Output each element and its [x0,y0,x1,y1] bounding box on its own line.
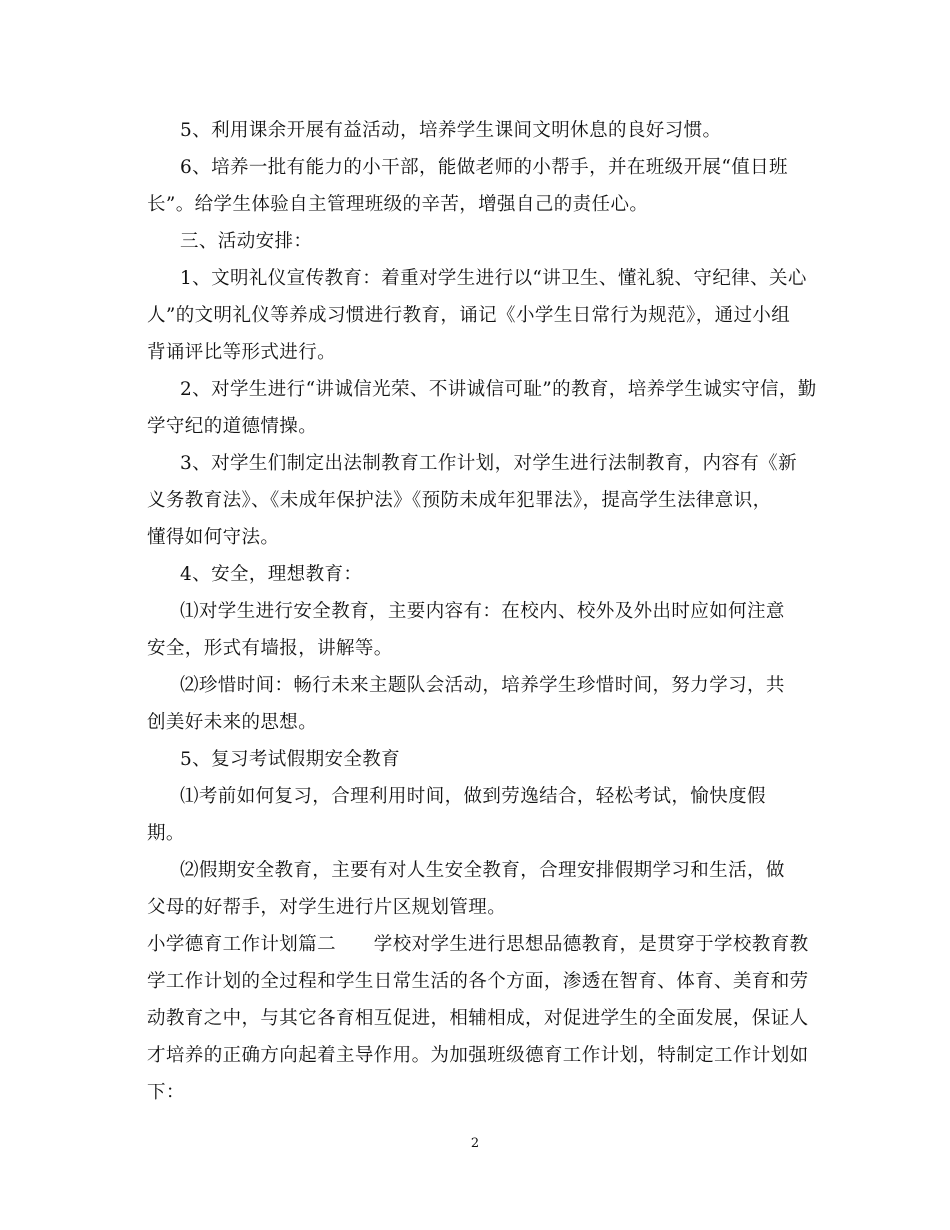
text-line: ⑵珍惜时间：畅行未来主题队会活动，培养学生珍惜时间，努力学习，共 [180,675,785,696]
text-line: 期。 [147,823,185,844]
text-line: 5、利用课余开展有益活动，培养学生课间文明休息的良好习惯。 [180,120,722,141]
text-line: 父母的好帮手，对学生进行片区规划管理。 [147,897,507,918]
text-line: 义务教育法》、《未成年保护法》《预防未成年犯罪法》，提高学生法律意识， [147,490,772,511]
text-line: 学工作计划的全过程和学生日常生活的各个方面，渗透在智育、体育、美育和劳 [147,971,809,992]
text-line: 安全，形式有墙报，讲解等。 [147,638,393,659]
text-line: 2、对学生进行“讲诚信光荣、不讲诚信可耻”的教育，培养学生诚实守信，勤 [180,379,817,400]
text-line: 4、安全，理想教育： [180,564,363,585]
text-line: ⑵假期安全教育，主要有对人生安全教育，合理安排假期学习和生活，做 [180,860,785,881]
text-line: 3、对学生们制定出法制教育工作计划，对学生进行法制教育，内容有《新 [180,453,797,474]
text-line: 6、培养一批有能力的小干部，能做老师的小帮手，并在班级开展“值日班 [180,157,788,178]
text-line: 懂得如何守法。 [147,527,280,548]
text-line: 下： [147,1082,185,1103]
text-line: 创美好未来的思想。 [147,712,318,733]
section-heading: 三、活动安排： [180,231,313,252]
text-line: 小学德育工作计划篇二 学校对学生进行思想品德教育，是贯穿于学校教育教 [147,934,809,955]
text-line: 才培养的正确方向起着主导作用。为加强班级德育工作计划，特制定工作计划如 [147,1045,809,1066]
text-line: 背诵评比等形式进行。 [147,342,337,363]
page-number: 2 [470,1136,480,1151]
text-line: 动教育之中，与其它各育相互促进，相辅相成，对促进学生的全面发展，保证人 [147,1008,809,1029]
text-line: ⑴考前如何复习，合理利用时间，做到劳逸结合，轻松考试，愉快度假 [180,786,766,807]
text-line: 学守纪的道德情操。 [147,416,318,437]
text-line: 人”的文明礼仪等养成习惯进行教育，诵记《小学生日常行为规范》，通过小组 [147,305,791,326]
text-line: 长”。给学生体验自主管理班级的辛苦，增强自己的责任心。 [147,194,649,215]
text-line: ⑴对学生进行安全教育，主要内容有：在校内、校外及外出时应如何注意 [180,601,785,622]
text-line: 1、文明礼仪宣传教育：着重对学生进行以“讲卫生、懂礼貌、守纪律、关心 [180,268,807,289]
text-line: 5、复习考试假期安全教育 [180,749,401,770]
